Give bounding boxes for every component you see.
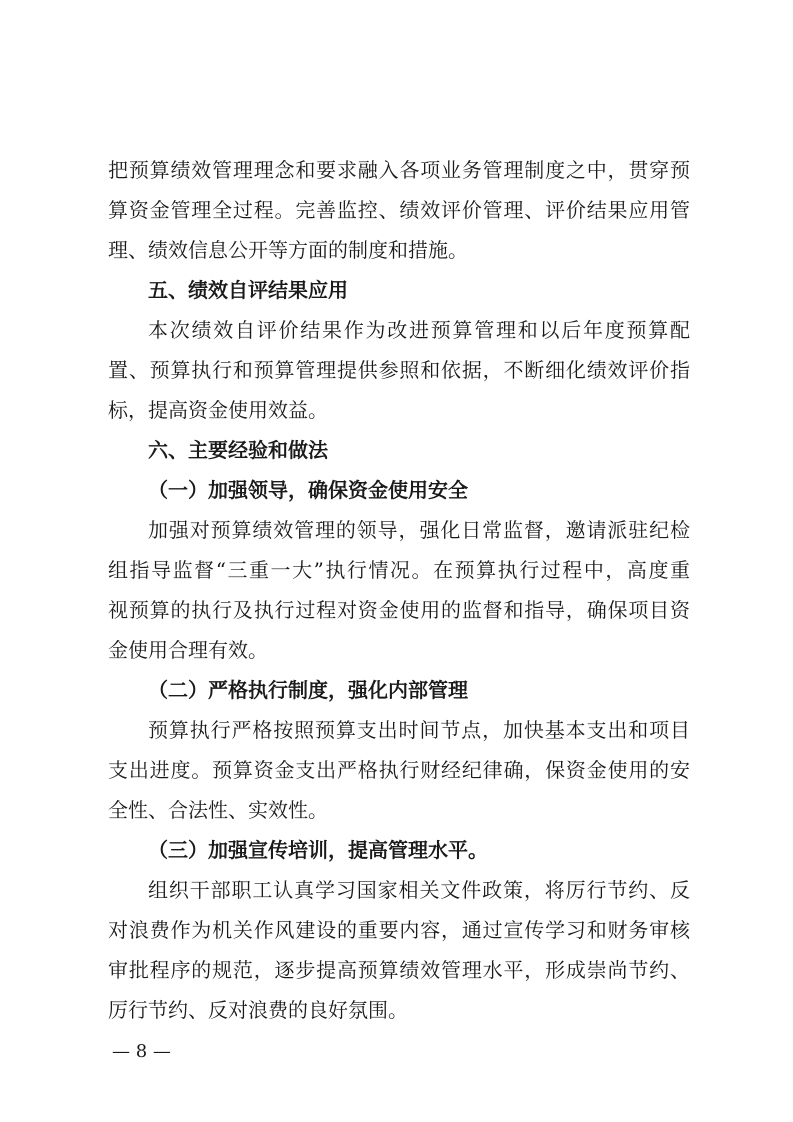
subsection-heading: （二）严格执行制度，强化内部管理 — [148, 678, 468, 702]
section-heading: 六、主要经验和做法 — [148, 438, 328, 462]
text-line: 加强对预算绩效管理的领导，强化日常监督，邀请派驻纪检 — [148, 518, 690, 542]
text-line: 金使用合理有效。 — [108, 638, 268, 662]
text-line: 审批程序的规范，逐步提高预算绩效管理水平，形成崇尚节约、 — [108, 958, 690, 982]
text-line: 置、预算执行和预算管理提供参照和依据，不断细化绩效评价指 — [108, 358, 690, 382]
paragraph — [108, 710, 690, 830]
text-line: 把预算绩效管理理念和要求融入各项业务管理制度之中，贯穿预 — [108, 158, 690, 182]
text-line: 预算执行严格按照预算支出时间节点，加快基本支出和项目 — [148, 718, 690, 742]
section-heading: 五、绩效自评结果应用 — [148, 278, 348, 302]
text-line: 厉行节约、反对浪费的良好氛围。 — [108, 998, 408, 1022]
paragraph — [108, 510, 690, 670]
text-line: 组织干部职工认真学习国家相关文件政策，将厉行节约、反 — [148, 878, 690, 902]
text-line: 支出进度。预算资金支出严格执行财经纪律确，保资金使用的安 — [108, 758, 690, 782]
text-line: 算资金管理全过程。完善监控、绩效评价管理、评价结果应用管 — [108, 198, 690, 222]
text-line: 组指导监督“三重一大”执行情况。在预算执行过程中，高度重 — [108, 558, 690, 582]
document-body — [108, 150, 690, 1030]
page-number: — 8 — — [112, 1041, 171, 1062]
text-line: 标，提高资金使用效益。 — [108, 398, 328, 422]
text-line: 对浪费作为机关作风建设的重要内容，通过宣传学习和财务审核 — [108, 918, 690, 942]
text-line: 视预算的执行及执行过程对资金使用的监督和指导，确保项目资 — [108, 598, 690, 622]
text-line: 全性、合法性、实效性。 — [108, 798, 328, 822]
text-line: 理、绩效信息公开等方面的制度和措施。 — [108, 238, 468, 262]
subsection-heading: （一）加强领导，确保资金使用安全 — [148, 478, 468, 502]
subsection-heading: （三）加强宣传培训，提高管理水平。 — [148, 838, 488, 862]
text-line: 本次绩效自评价结果作为改进预算管理和以后年度预算配 — [148, 318, 690, 342]
paragraph — [108, 870, 690, 1030]
paragraph — [108, 310, 690, 430]
paragraph — [108, 150, 690, 270]
